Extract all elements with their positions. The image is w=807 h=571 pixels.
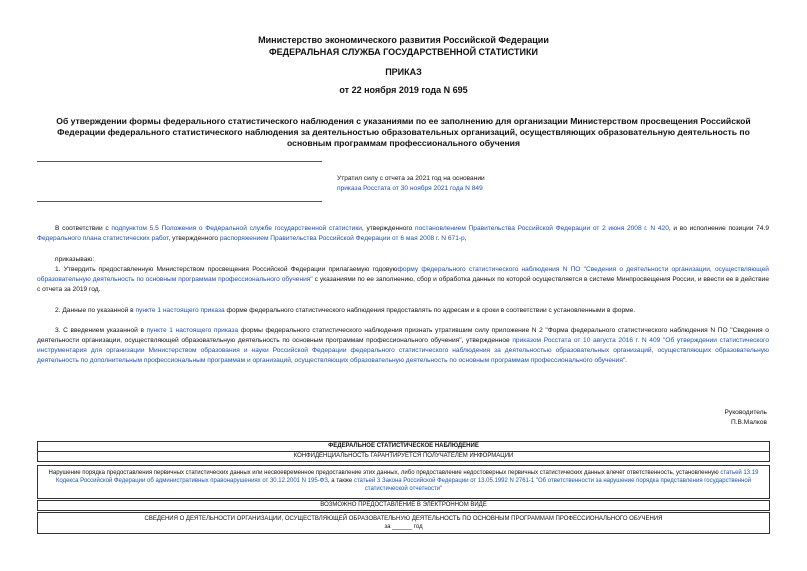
link-form-po[interactable]: форму федерального статистического наблюдения N ПО "Сведения о деятельности организации, осуществляющей образовательную деятельность по основным программам профессионального обучения"	[37, 266, 769, 283]
form-title-line: СВЕДЕНИЯ О ДЕЯТЕЛЬНОСТИ ОРГАНИЗАЦИИ, ОСУЩЕСТВЛЯЮЩЕЙ ОБРАЗОВАТЕЛЬНУЮ ДЕЯТЕЛЬНОСТЬ ПО ОСНОВНЫМ ПРОГРАММАМ ПРОФЕССИОНАЛЬНОГО ОБУЧЕНИЯ	[144, 516, 663, 522]
text-span: , а также	[327, 478, 354, 484]
ministry-heading: Министерство экономического развития Российской Федерации	[258, 35, 549, 45]
link-item-1[interactable]: пункте 1 настоящего приказа	[135, 307, 225, 314]
text-span: , и во исполнение позиции 74.9	[668, 225, 770, 232]
text-span: , утвержденного	[168, 235, 220, 242]
text-span: 1. Утвердить предоставленную Министерством просвещения Российской Федерации прилагаемую годовую	[55, 266, 398, 273]
link-item-1[interactable]: пункте 1 настоящего приказа	[146, 327, 239, 334]
text-span: формы федерального статистического наблюдения признать утратившим силу приложение N 2 "Форма федерального статистического наблюдения N ПО "Сведения о деятельности организации, осуществляющей образовательную деятельность по основным программам профессионального обучения", утвержденное	[37, 327, 769, 344]
status-note: Утратил силу с отчета за 2021 год на основании	[337, 175, 485, 182]
form-row-observation: ФЕДЕРАЛЬНОЕ СТАТИСТИЧЕСКОЕ НАБЛЮДЕНИЕ	[37, 441, 770, 452]
preamble-paragraph	[37, 224, 769, 244]
text-span: Нарушение порядка предоставления первичных статистических данных или несвоевременное предоставление этих данных, либо предоставление недостоверных первичных статистических данных влечет ответственность, установленную	[48, 470, 721, 476]
divider-bottom	[37, 201, 322, 202]
document-title: Об утверждении формы федерального статистического наблюдения с указаниями по ее заполнению для организации Министерством просвещения Российской Федерации федерального статистического наблюдения за деятельностью образовательных организаций, осуществляющих образовательную деятельность по основным программам профессионального обучения	[56, 116, 751, 148]
form-row-confidentiality: КОНФИДЕНЦИАЛЬНОСТЬ ГАРАНТИРУЕТСЯ ПОЛУЧАТЕЛЕМ ИНФОРМАЦИИ	[37, 451, 770, 462]
doc-type-heading: ПРИКАЗ	[385, 67, 422, 77]
signature-role: Руководитель	[724, 409, 767, 416]
text-span: 3. С введением указанной в	[55, 327, 147, 334]
link-koap-13-19[interactable]: статьей 13.19 Кодекса Российской Федерации об административных правонарушениях от 30.12.2001 N 195-ФЗ	[55, 470, 759, 484]
item-1-paragraph	[37, 265, 769, 295]
text-span: .	[625, 357, 628, 364]
text-span: 2. Данные по указанной в	[55, 307, 136, 314]
link-resolution[interactable]: постановлением Правительства Российской Федерации от 2 июня 2008 г. N 420	[415, 225, 669, 232]
link-law-2761-1[interactable]: статьей 3 Закона Российской Федерации от 13.05.1992 N 2761-1 "Об ответственности за нарушение порядка представления государственной статистической отчетности"	[353, 478, 752, 492]
link-order-title[interactable]: "Об утверждении статистического инструментария для организации Министерством образования и науки Российской Федерации федерального статистического наблюдения за деятельностью образовательных организаций, осуществляющих образовательную деятельность по дополнительным профессиональным программам и организаций, осуществляющих образовательную деятельность по основным программам профессионального обучения"	[37, 337, 769, 364]
link-regulation[interactable]: подпунктом 5.5 Положения о Федеральной службе государственной статистики	[111, 225, 362, 232]
text-span: форме федерального статистического наблюдения предоставлять по адресам и в сроки в соответствии с установленными в форме.	[224, 307, 636, 314]
text-span: ,	[464, 235, 467, 242]
form-period-line: за ______ год	[384, 524, 423, 530]
order-word: приказываю:	[55, 256, 95, 263]
text-span: с указаниями по ее заполнению, сбор и обработка данных по которой осуществляется в системе Минпросвещения России, и ввести ее в действие с отчета за 2019 год.	[37, 276, 769, 293]
item-3-paragraph	[37, 326, 769, 366]
status-link[interactable]: приказа Росстата от 30 ноября 2021 года N 849	[337, 185, 483, 192]
signature-name: П.В.Малков	[730, 419, 767, 426]
form-row-form-title	[37, 512, 770, 534]
text-span: В соответствии с	[55, 225, 112, 232]
link-rosstat-order-409[interactable]: приказом Росстата от 10 августа 2016 г. N 409	[512, 337, 661, 344]
doc-date-number: от 22 ноября 2019 года N 695	[339, 85, 468, 95]
link-decree[interactable]: распоряжением Правительства Российской Федерации от 6 мая 2008 г. N 671-р	[219, 235, 465, 242]
text-span: , утвержденного	[361, 225, 416, 232]
divider-top	[37, 161, 322, 162]
form-row-liability	[37, 465, 770, 499]
item-2-paragraph	[37, 306, 769, 316]
service-heading: ФЕДЕРАЛЬНАЯ СЛУЖБА ГОСУДАРСТВЕННОЙ СТАТИСТИКИ	[269, 47, 538, 57]
form-row-electronic: ВОЗМОЖНО ПРЕДОСТАВЛЕНИЕ В ЭЛЕКТРОННОМ ВИДЕ	[37, 500, 770, 511]
link-federal-plan[interactable]: Федерального плана статистических работ	[37, 235, 169, 242]
